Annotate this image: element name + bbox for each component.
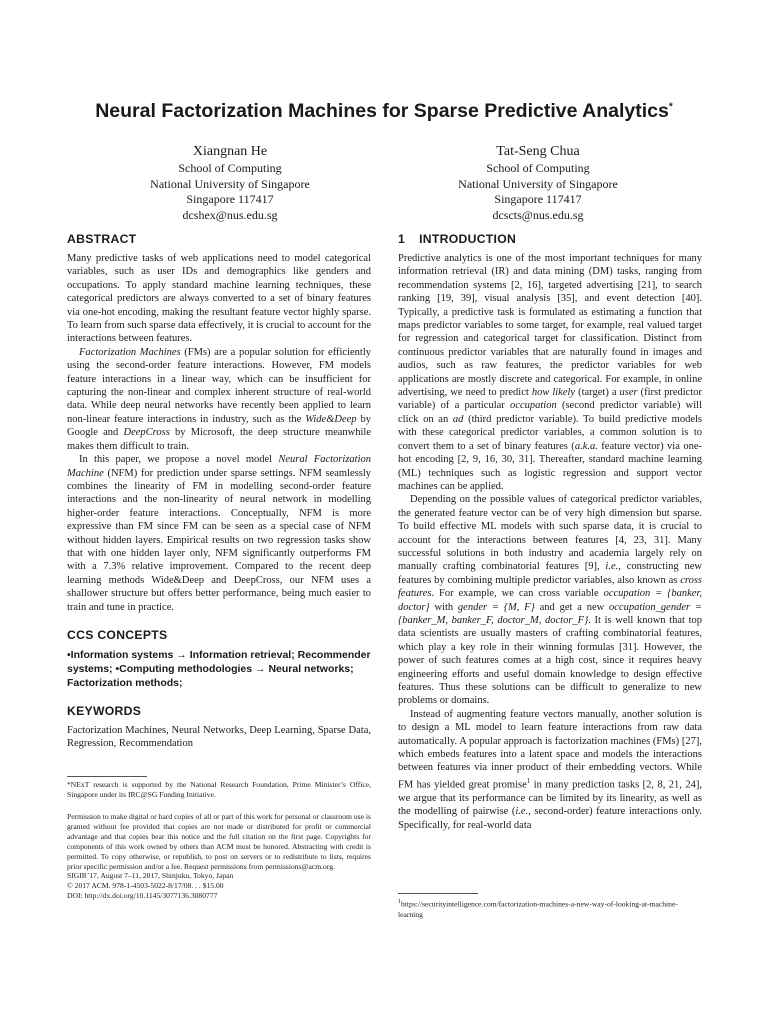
- footnote-ref: 1: [526, 776, 531, 785]
- author-block-2: [408, 143, 668, 223]
- ccs-section: [67, 628, 371, 690]
- venue-line: SIGIR’17, August 7–11, 2017, Shinjuku, Tokyo, Japan: [67, 871, 234, 881]
- copyright-line: © 2017 ACM. 978-1-4503-5022-8/17/08. . . $15.00: [67, 881, 224, 891]
- left-footnote: [67, 776, 371, 800]
- author-addr: Singapore 117417: [186, 192, 274, 206]
- right-footnote: [398, 893, 702, 920]
- author-univ: National University of Singapore: [150, 176, 310, 191]
- keywords-heading: KEYWORDS: [67, 703, 142, 718]
- ccs-text: •Information systems → Information retrieval; Recommender systems; •Computing methodologies → Neural networks; Factorization methods;: [67, 648, 371, 689]
- author-email: dcscts@nus.edu.sg: [492, 207, 584, 222]
- url-footnote: $^1$https://securityintelligence.com/factorization-machines-a-new-way-of-looking-at-machine-learning: [398, 899, 678, 919]
- author-dept: School of Computing: [178, 161, 282, 175]
- intro-paragraph-2: Depending on the possible values of categorical predictor variables, the generated feature vector can be of very high dimension but sparse. To build effective ML models with such sparse data, it is crucial to account for the interactions between features [4, 23, 31]. Many successful solutions in both industry and academia largely rely on manually crafting combinatorial features [9], i.e., constructing new features by combining multiple predictor variables, also known as cross features. For example, we can cross variable occupation = {banker, doctor} with gender = {M, F} and get a new occupation_gender = {banker_M, banker_F, doctor_M, doctor_F}. It is well known that top data scientists are usually masters of crafting combinatorial features, which play a key role in their winning formulas [31]. However, the power of such features comes at a high cost, since it requires heavy engineering efforts and useful domain knowledge to design effective features. Thus these solutions can be difficult to generalize to new problems or domains.: [398, 494, 702, 707]
- title-footnote-mark: *: [668, 101, 673, 113]
- math-gender: gender = {M, F}: [457, 601, 535, 613]
- keywords-section: [67, 704, 371, 751]
- author-addr: Singapore 117417: [494, 192, 582, 206]
- permission-text: Permission to make digital or hard copies of all or part of this work for personal or classroom use is granted without fee provided that copies are not made or distributed for profit or commercial advantage and that copies bear this notice and the full citation on the first page. Copyrights for components of this work owned by others than ACM must be honored. Abstracting with credit is permitted. To copy otherwise, or republish, to post on servers or to redistribute to lists, requires prior specific permission and/or a fee. Request permissions from permissions@acm.org.: [67, 812, 371, 871]
- section-number: 1: [398, 232, 406, 246]
- abstract-paragraph-2: Factorization Machines (FMs) are a popular solution for efficiently using the second-order feature interactions. However, FM models feature interactions in a linear way, which can be insufficient for capturing the non-linear and complex inherent structure of real-world data. While deep neural networks have recently been applied to learn non-linear feature interactions in industry, such as the Wide&Deep by Google and DeepCross by Microsoft, the deep structure meanwhile makes them difficult to train.: [67, 346, 372, 452]
- author-dept: School of Computing: [486, 161, 590, 175]
- abstract-paragraph-3: In this paper, we propose a novel model Neural Factorization Machine (NFM) for prediction under sparse settings. NFM seamlessly combines the linearity of FM in modelling second-order feature interactions and the non-linearity of neural network in modelling higher-order feature interactions. Conceptually, NFM is more expressive than FM since FM can be seen as a special case of NFM without hidden layers. Empirical results on two regression tasks show that with one hidden layer only, NFM significantly outperforms FM with a 7.3% relative improvement. Compared to the recent deep learning methods Wide&Deep and DeepCross, our NFM uses a shallower structure but offers better performance, being much easier to train and tune in practice.: [67, 454, 371, 613]
- author-name: Tat-Seng Chua: [496, 144, 580, 159]
- footnote-url[interactable]: https://securityintelligence.com/factorization-machines-a-new-way-of-looking-at-machine-learning: [398, 899, 678, 919]
- right-column: [398, 232, 702, 832]
- intro-paragraph-3: Instead of augmenting feature vectors manually, another solution is to design a ML model to learn feature interactions from raw data automatically. A popular approach is factorization machines (FMs) [27], which embeds features into a latent space and models the interactions between features via inner product of their embedding vectors. While FM has yielded great promise$^1$ in many prediction tasks [2, 8, 21, 24], we argue that its performance can be limited by its linearity, as well as the modelling of pairwise (i.e., second-order) feature interactions only. Specifically, for real-world data: [398, 708, 703, 831]
- funding-footnote: *NExT research is supported by the National Research Foundation, Prime Minister’s Office, Singapore under its IRC@SG Funding Initiative.: [67, 780, 371, 799]
- ccs-heading: CCS CONCEPTS: [67, 627, 168, 642]
- permission-block: [67, 812, 371, 901]
- introduction-heading: 1 INTRODUCTION: [398, 232, 517, 246]
- keywords-text: Factorization Machines, Neural Networks, Deep Learning, Sparse Data, Regression, Recommendation: [67, 724, 371, 750]
- left-column: [67, 232, 371, 751]
- fm-term: Factorization Machines: [79, 346, 181, 358]
- title-text: Neural Factorization Machines for Sparse Predictive Analytics: [95, 100, 669, 122]
- author-email: dcshex@nus.edu.sg: [182, 207, 278, 222]
- math-occupation: occupation = {banker, doctor}: [398, 588, 702, 613]
- author-univ: National University of Singapore: [458, 176, 618, 191]
- abstract-heading: ABSTRACT: [67, 232, 137, 246]
- abstract-paragraph-1: Many predictive tasks of web applications need to model categorical variables, such as user IDs and demographics like genders and occupations. To apply standard machine learning techniques, these categorical predictors are always converted to a set of binary features via one-hot encoding, making the resultant feature vector highly sparse. To learn from such sparse data effectively, it is crucial to account for the interactions between features.: [67, 253, 371, 345]
- author-block-1: [100, 143, 360, 223]
- paper-title: [40, 100, 728, 123]
- math-occupation-gender: occupation_gender = {banker_M, banker_F, doctor_M, doctor_F}: [398, 601, 702, 626]
- footnote-rule: [398, 893, 478, 894]
- doi-line[interactable]: DOI: http://dx.doi.org/10.1145/3077136.3080777: [67, 891, 218, 901]
- intro-paragraph-1: Predictive analytics is one of the most important techniques for many information retrieval (IR) and data mining (DM) tasks, ranging from recommendation systems [2, 16], targeted advertising [21], to search ranking [19, 39], visual analysis [35], and event detection [40]. Typically, a predictive task is formulated as estimating a function that maps predictor variables to some target, for example, real valued target for regression and categorical target for classification. Distinct from continuous predictor variables that are naturally found in images and audios, such as raw features, the predictor variables for web applications are mostly discrete and categorical. For example, in online advertising, we need to predict how likely (target) a user (first predictor variable) of a particular occupation (second predictor variable) will click on an ad (third predictor variable). To build predictive models with these categorical predictor variables, a common solution is to convert them to a set of binary features (a.k.a. feature vector) via one-hot encoding [2, 9, 16, 30, 31]. Thereafter, standard machine learning (ML) techniques such as logistic regression and support vector machines can be applied.: [398, 253, 702, 492]
- footnote-rule: [67, 776, 147, 777]
- author-name: Xiangnan He: [192, 144, 268, 159]
